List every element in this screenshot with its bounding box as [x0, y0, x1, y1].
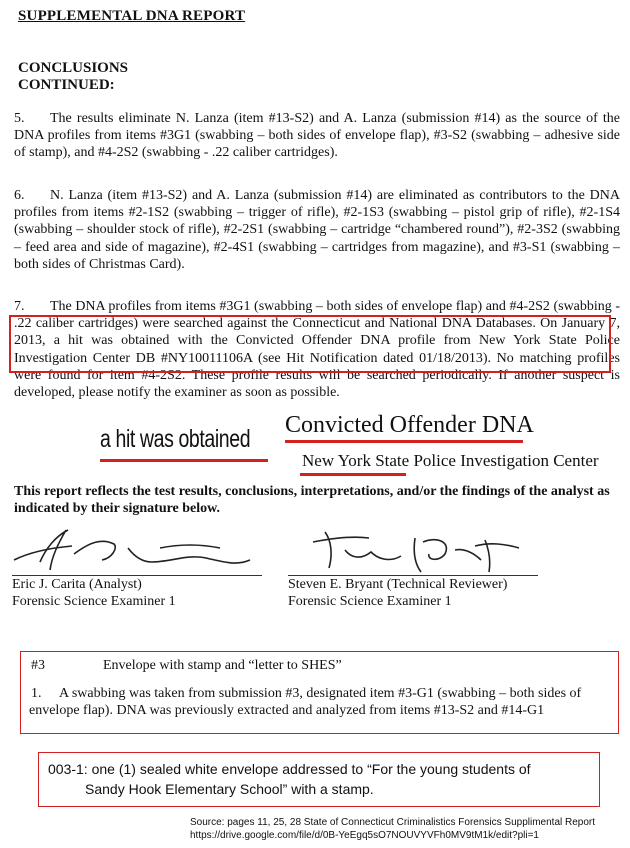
callout-convicted-offender: Convicted Offender DNA	[285, 412, 534, 438]
reviewer-signature	[305, 520, 535, 580]
item-3-header	[31, 658, 342, 674]
paragraph-text: The results eliminate N. Lanza (item #13-S2) and A. Lanza (submission #14) as the source of the DNA profiles from items #3G1 (swabbing – both sides of envelope flap), #3-S2 (swabbing – adhesive side of stamp), and #4-2S2 (swabbing - .22 caliber cartridges).	[14, 111, 620, 161]
reviewer-name: Steven E. Bryant (Technical Reviewer)	[288, 577, 508, 592]
item-3-title: Envelope with stamp and “letter to SHES”	[103, 658, 342, 673]
item-3-text: A swabbing was taken from submission #3, designated item #3-G1 (swabbing – both sides of envelope flap). DNA was previously extracted and analyzed from items #13-S2 and #14-G1	[29, 686, 582, 718]
source-note	[190, 816, 620, 842]
item-3-number: 1.	[31, 686, 42, 701]
callout-nys-line	[302, 451, 599, 471]
paragraph-number: 6.	[14, 188, 25, 203]
reviewer-title: Forensic Science Examiner 1	[288, 594, 452, 609]
analyst-title: Forensic Science Examiner 1	[12, 594, 176, 609]
callout-nys: New York State	[302, 451, 410, 470]
paragraph-number: 5.	[14, 111, 25, 126]
callout-nys-rest: Police Investigation Center	[409, 451, 599, 470]
analyst-signature	[10, 518, 270, 578]
paragraph-5	[14, 110, 620, 162]
item-003-box	[38, 752, 600, 807]
convicted-underline	[285, 440, 523, 443]
hit-underline	[100, 459, 268, 462]
analyst-block	[12, 576, 176, 610]
report-title: SUPPLEMENTAL DNA REPORT	[18, 8, 246, 24]
report-statement: This report reflects the test results, conclusions, interpretations, and/or the findings of the analyst as indicated by their signature below.	[14, 484, 610, 516]
highlight-box-hit	[9, 315, 611, 373]
paragraph-text: N. Lanza (item #13-S2) and A. Lanza (submission #14) are eliminated as contributors to the DNA profiles from items #2-1S2 (swabbing – trigger of rifle), #2-1S3 (swabbing – pistol grip of rifle), #2-1S4 (swabbing – shoulder stock of rifle), #2-2S1 (swabbing – cartridge “chambered round”), #2-3S2 (swabbing – feed area and side of magazine), #2-4S1 (swabbing – cartridges from magazine), and #3-S1 (swabbing – both sides of Christmas Card).	[14, 188, 620, 272]
item-003-line-1: 003-1: one (1) sealed white envelope addressed to “For the young students of	[48, 761, 531, 777]
item-003-line-2: Sandy Hook Elementary School” with a stamp.	[85, 781, 374, 797]
paragraph-6	[14, 187, 620, 273]
item-3-body	[29, 685, 609, 719]
source-url[interactable]: https://drive.google.com/file/d/0B-YeEgq5sO7NOUVYVFh0MV9tM1k/edit?pli=1	[190, 830, 539, 841]
item-3-box	[20, 651, 619, 734]
paragraph-text: The DNA profiles from items #3G1 (swabbing – both sides of envelope flap) and #4-2S2 (swabbing - .22 caliber cartridges) were searched against the Connecticut and National DNA Databases. On January 7, 2013, a hit was obtained with the Convicted Offender DNA profile from New York State Police Investigation Center DB #NY10011106A (see Hit Notification dated 01/18/2013). No matching profiles were found for item #4-2S2. These profile results will be searched periodically. If another suspect is developed, please notify the examiner as soon as possible.	[14, 299, 620, 401]
callout-hit-obtained: a hit was obtained	[100, 425, 251, 453]
source-line-1: Source: pages 11, 25, 28 State of Connecticut Criminalistics Forensics Supplimental Report	[190, 817, 596, 828]
paragraph-number: 7.	[14, 299, 25, 314]
item-3-label: #3	[31, 658, 45, 673]
conclusions-heading	[18, 60, 128, 94]
nys-underline	[300, 473, 406, 476]
analyst-name: Eric J. Carita (Analyst)	[12, 577, 142, 592]
conclusions-line-2: CONTINUED:	[18, 77, 115, 93]
reviewer-block	[288, 576, 507, 610]
conclusions-line-1: CONCLUSIONS	[18, 60, 129, 76]
